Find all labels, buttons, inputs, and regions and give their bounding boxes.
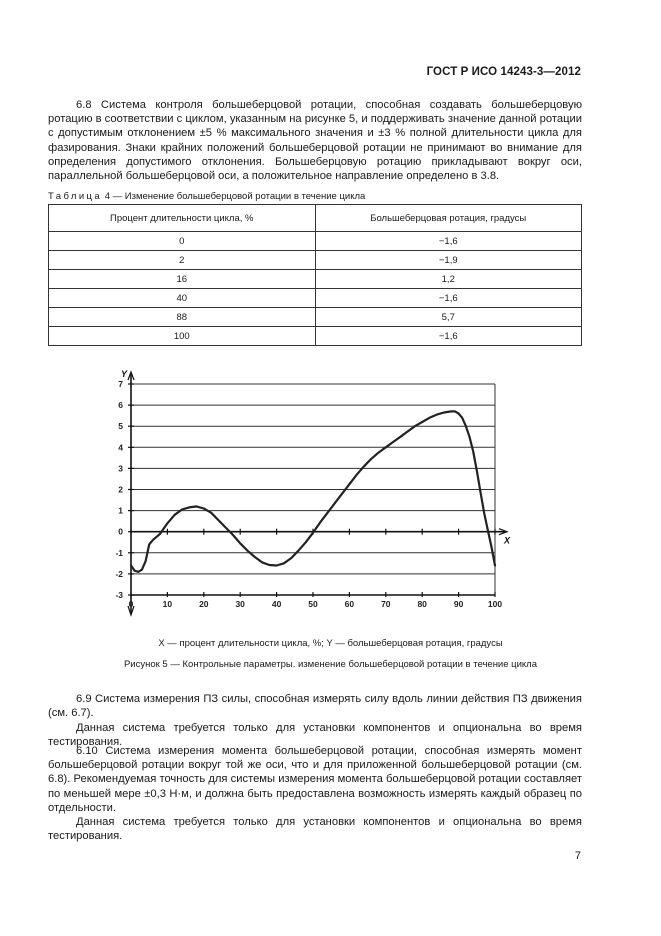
cell-percent: 0 — [49, 232, 316, 251]
table-header-rotation: Большеберцовая ротация, градусы — [315, 205, 582, 232]
cell-rotation: 1,2 — [315, 270, 582, 289]
cell-rotation: −1,6 — [315, 232, 582, 251]
cell-rotation: −1,9 — [315, 251, 582, 270]
table-caption-number: 4 — [104, 191, 110, 202]
y-tick-label: 7 — [118, 379, 123, 389]
y-tick-label: 1 — [118, 505, 123, 516]
paragraph-6-10: 6.10 Система измерения момента большеберцовой ротации, способная измерять момент большеберцовой ротации вокруг той же оси, что и для приложенной большеберцовой ротации (см. 6.8). Рекомендуемая точность для системы измерения момента большеберцовой ротации составляет по меньшей мере ±0,3 Н·м, и должна быть предоставлена возможность измерять каждый образец по отдельности. — [48, 745, 582, 814]
y-tick-label: 2 — [118, 484, 123, 495]
y-axis-label: Y — [121, 369, 128, 379]
y-tick-label: -1 — [115, 547, 123, 558]
x-tick-label: 40 — [271, 599, 282, 609]
x-tick-label: 50 — [308, 599, 318, 609]
table-row — [49, 232, 582, 251]
paragraph-6-9: 6.9 Система измерения ПЗ силы, способная измерять силу вдоль линии действия ПЗ движения (см. 6.7). — [48, 693, 582, 720]
rotation-chart-svg — [100, 360, 530, 635]
paragraph-6-10-note: Данная система требуется только для установки компонентов и опциональна во время тестирования. — [48, 816, 582, 843]
table-row — [49, 251, 582, 270]
table-caption — [48, 191, 365, 202]
y-tick-label: 0 — [118, 526, 123, 537]
table-row — [49, 270, 582, 289]
x-tick-label: 60 — [344, 599, 355, 609]
table-header-percent: Процент длительности цикла, % — [49, 205, 316, 232]
x-tick-label: 10 — [162, 599, 173, 609]
x-axis-label: X — [504, 535, 511, 546]
cell-rotation: −1,6 — [315, 289, 582, 308]
figure-legend: X — процент длительности цикла, %; Y — большеберцовая ротация, градусы — [158, 638, 503, 649]
cell-percent: 40 — [49, 289, 316, 308]
table-row — [49, 327, 582, 346]
cell-percent: 88 — [49, 308, 316, 327]
table-caption-text: — Изменение большеберцовой ротации в течение цикла — [112, 191, 366, 202]
x-tick-label: 30 — [235, 599, 245, 609]
figure-caption: Рисунок 5 — Контрольные параметры. изменение большеберцовой ротации в течение цикла — [123, 659, 538, 670]
y-tick-label: 6 — [118, 400, 123, 411]
y-tick-label: -3 — [115, 590, 123, 600]
table-row — [49, 289, 582, 308]
table-header-row — [49, 205, 582, 232]
cell-percent: 100 — [49, 327, 316, 346]
rotation-table — [48, 204, 582, 346]
x-tick-label: 80 — [417, 599, 427, 609]
cell-percent: 16 — [49, 270, 316, 289]
x-tick-label: 100 — [487, 599, 503, 609]
y-tick-label: -2 — [115, 568, 123, 579]
cell-rotation: 5,7 — [315, 308, 582, 327]
y-tick-label: 5 — [118, 421, 123, 432]
figure-5-chart — [100, 360, 530, 635]
x-tick-label: 0 — [128, 599, 134, 609]
cell-percent: 2 — [49, 251, 316, 270]
paragraph-6-8: 6.8 Система контроля большеберцовой ротации, способная создавать большеберцовую ротацию в соответствии с циклом, указанным на рисунке 5, и поддерживать значение данной ротации с допустимым отклонением ±5 % максимального значения и ±3 % полной длительности цикла для фазирования. Знаки крайних положений большеберцовой ротации не принимают во внимание для определения допустимого отклонения. Большеберцовую ротацию прикладывают вокруг оси, параллельной большеберцовой оси, а положительное направление определено в 3.8. — [48, 99, 582, 183]
document-header: ГОСТ Р ИСО 14243-3—2012 — [426, 66, 581, 78]
x-tick-label: 20 — [199, 599, 209, 609]
x-tick-label: 70 — [381, 599, 391, 609]
table-row — [49, 308, 582, 327]
y-tick-label: 3 — [118, 463, 123, 474]
table-caption-label: Таблица — [48, 191, 103, 202]
chart-grid — [131, 384, 495, 595]
rotation-curve — [131, 411, 495, 571]
chart-axes — [128, 372, 507, 615]
page-number: 7 — [574, 850, 581, 862]
cell-rotation: −1,6 — [315, 327, 582, 346]
y-tick-label: 4 — [118, 442, 123, 453]
x-tick-label: 90 — [453, 599, 464, 609]
paragraph-6-9-note: Данная система требуется только для установки компонентов и опциональна во время тестирования. — [48, 722, 582, 749]
